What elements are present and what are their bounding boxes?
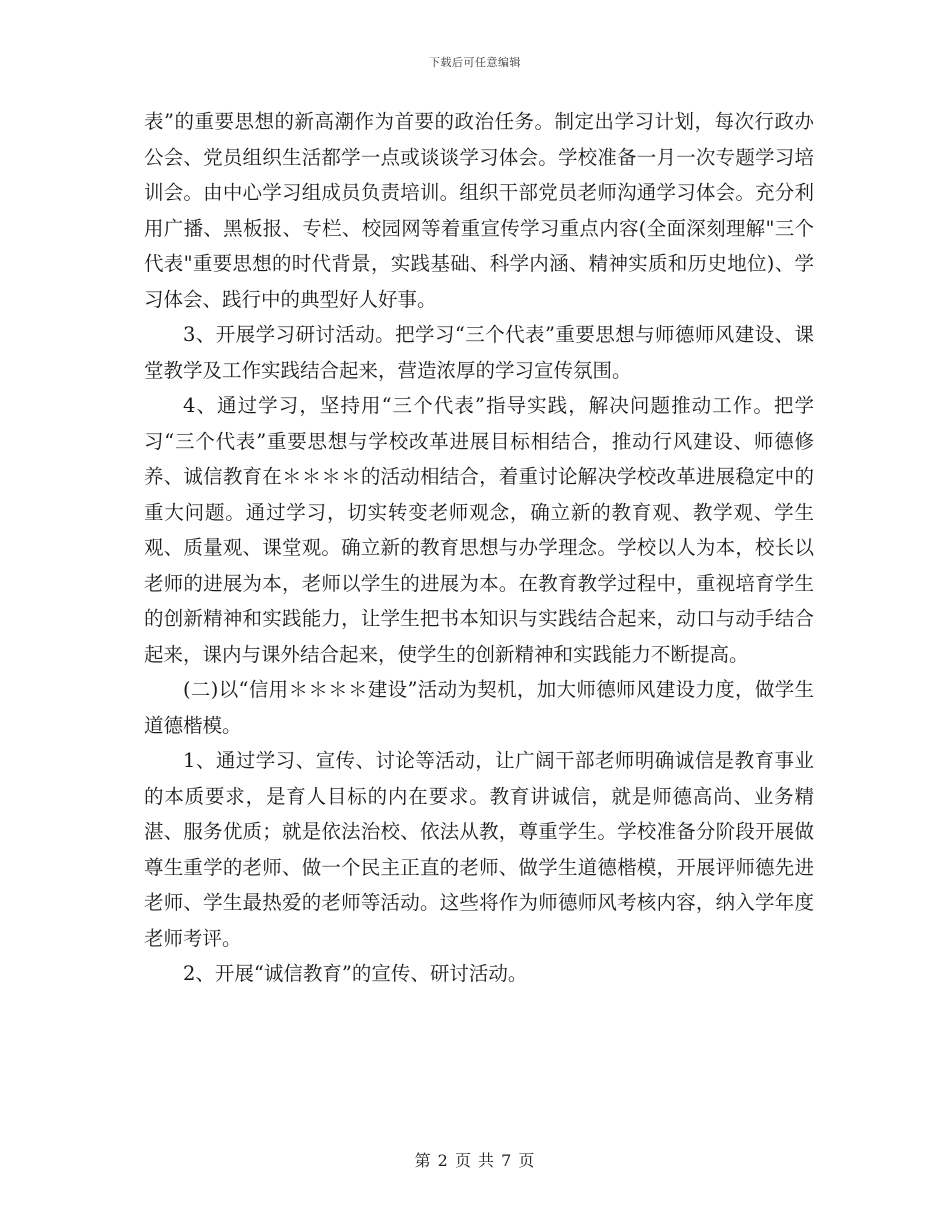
paragraph-item-1: 1、通过学习、宣传、讨论等活动，让广阔干部老师明确诚信是教育事业的本质要求，是育人目标的内在要求。教育讲诚信，就是师德高尚、业务精湛、服务优质；就是依法治校、依法从教，尊重学生。学校准备分阶段开展做尊生重学的老师、做一个民主正直的老师、做学生道德楷模，开展评师德先进老师、学生最热爱的老师等活动。这些将作为师德师风考核内容，纳入学年度老师考评。 (144, 749, 814, 950)
paragraph-item-2: 2、开展“诚信教育”的宣传、研讨活动。 (183, 962, 528, 985)
document-body (144, 104, 814, 992)
page-header: 下载后可任意编辑 (429, 56, 521, 69)
paragraph-continuation: 表”的重要思想的新高潮作为首要的政治任务。制定出学习计划，每次行政办公会、党员组织生活都学一点或谈谈学习体会。学校准备一月一次专题学习培训会。由中心学习组成员负责培训。组织干部党员老师沟通学习体会。充分利用广播、黑板报、专栏、校园网等着重宣传学习重点内容(全面深刻理解"三个代表"重要思想的时代背景，实践基础、科学内涵、精神实质和历史地位)、学习体会、践行中的典型好人好事。 (144, 110, 814, 311)
paragraph-item-3: 3、开展学习研讨活动。把学习“三个代表”重要思想与师德师风建设、课堂教学及工作实践结合起来，营造浓厚的学习宣传氛围。 (144, 323, 814, 382)
page-number-footer: 第 2 页 共 7 页 (414, 1151, 536, 1170)
paragraph-item-4: 4、通过学习，坚持用“三个代表”指导实践，解决问题推动工作。把学习“三个代表”重要思想与学校改革进展目标相结合，推动行风建设、师德修养、诚信教育在＊＊＊＊的活动相结合，着重讨论解决学校改革进展稳定中的重大问题。通过学习，切实转变老师观念，确立新的教育观、教学观、学生观、质量观、课堂观。确立新的教育思想与办学理念。学校以人为本，校长以老师的进展为本，老师以学生的进展为本。在教育教学过程中，重视培育学生的创新精神和实践能力，让学生把书本知识与实践结合起来，动口与动手结合起来，课内与课外结合起来，使学生的创新精神和实践能力不断提高。 (144, 394, 814, 666)
section-heading-2: (二)以“信用＊＊＊＊建设”活动为契机，加大师德师风建设力度，做学生道德楷模。 (144, 678, 814, 737)
